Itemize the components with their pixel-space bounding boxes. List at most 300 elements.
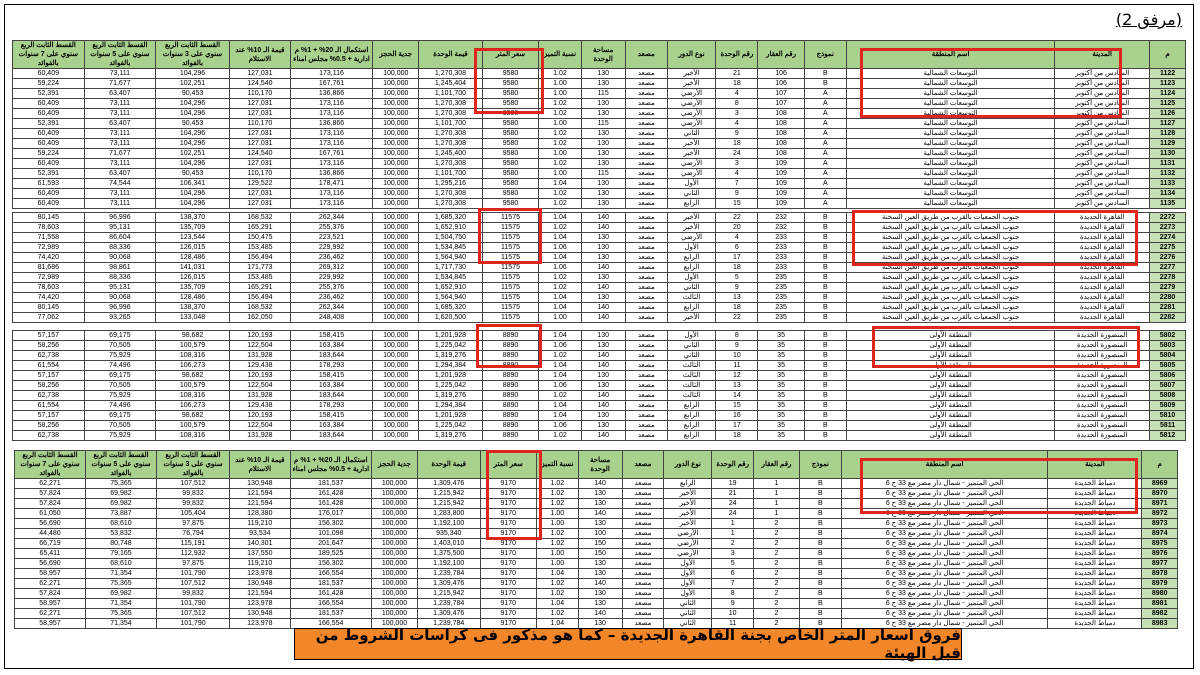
table-cell: 140 xyxy=(578,579,622,589)
table-cell: الأخير xyxy=(667,139,715,149)
table-cell: التوسعات الشمالية xyxy=(846,99,1054,109)
table-cell: 9170 xyxy=(480,529,536,539)
table-cell: 73,111 xyxy=(84,199,156,209)
table-cell: 178,293 xyxy=(290,401,372,411)
table-cell: الأخير xyxy=(667,149,715,159)
table-cell: 100,000 xyxy=(373,391,419,401)
table-cell: 60,409 xyxy=(13,109,85,119)
table-cell: 80,145 xyxy=(13,213,85,223)
table-cell: 2 xyxy=(754,529,800,539)
table-cell: 73,111 xyxy=(84,69,156,79)
table-cell: 69,175 xyxy=(84,411,156,421)
table-cell: 12 xyxy=(716,371,758,381)
table-cell: B xyxy=(799,569,841,579)
table-cell: 77,062 xyxy=(13,313,85,323)
table-cell: الأخير xyxy=(664,499,712,509)
table-cell: 69,982 xyxy=(85,489,156,499)
table-cell: مصعد xyxy=(625,159,667,169)
table-cell: 109 xyxy=(758,169,804,179)
table-cell: 1.04 xyxy=(539,303,581,313)
table-cell: 100,000 xyxy=(372,569,418,579)
column-header: القسط الثابت الربع سنوي على 5 سنوات بالفوائد xyxy=(84,41,156,69)
table-row xyxy=(13,401,1186,411)
table-cell: 24 xyxy=(712,509,754,519)
table-cell: A xyxy=(804,169,846,179)
table-cell: مصعد xyxy=(625,381,667,391)
table-cell: 8979 xyxy=(1142,579,1178,589)
table-cell: 1,201,928 xyxy=(419,371,482,381)
table-cell: 130,948 xyxy=(230,479,291,489)
table-cell: 35 xyxy=(758,421,804,431)
table-cell: 1,283,800 xyxy=(417,509,480,519)
table-cell: 6 xyxy=(716,243,758,253)
table-cell: 109 xyxy=(758,189,804,199)
table-cell: 9 xyxy=(716,129,758,139)
table-cell: 57,157 xyxy=(13,371,85,381)
table-cell: 235 xyxy=(758,283,804,293)
table-cell: 1,225,042 xyxy=(419,341,482,351)
table-cell: مصعد xyxy=(625,139,667,149)
table-cell: 1,192,100 xyxy=(417,519,480,529)
table-cell: 8983 xyxy=(1142,619,1178,629)
table-cell: 127,031 xyxy=(229,69,290,79)
table-cell: 1 xyxy=(754,479,800,489)
table-cell: B xyxy=(804,223,846,233)
table-cell: 8890 xyxy=(482,371,539,381)
table-cell: 100,579 xyxy=(156,381,230,391)
table-cell: 176,017 xyxy=(290,509,371,519)
table-cell: 9580 xyxy=(482,159,539,169)
table-cell: 100,000 xyxy=(373,223,419,233)
table-cell: مصعد xyxy=(625,391,667,401)
highlight-region-1 xyxy=(860,48,1122,118)
table-cell: 235 xyxy=(758,313,804,323)
table-cell: 9580 xyxy=(482,199,539,209)
table-cell: 1.02 xyxy=(536,489,578,499)
table-cell: المنطقة الأولى xyxy=(846,421,1054,431)
table-cell: 130 xyxy=(581,189,625,199)
table-cell: 138,370 xyxy=(156,303,230,313)
table-cell: 167,761 xyxy=(290,79,372,89)
table-cell: 100,000 xyxy=(373,361,419,371)
table-cell: B xyxy=(804,313,846,323)
table-cell: الأرضي xyxy=(667,99,715,109)
table-cell: 131,928 xyxy=(229,351,290,361)
table-cell: B xyxy=(804,341,846,351)
table-cell: 44,480 xyxy=(15,529,86,539)
table-cell: القاهرة الجديدة xyxy=(1055,243,1150,253)
table-cell: B xyxy=(804,371,846,381)
table-cell: 8 xyxy=(716,331,758,341)
table-cell: 1.02 xyxy=(539,391,581,401)
column-header: القسط الثابت الربع سنوي على 5 سنوات بالفوائد xyxy=(85,451,156,479)
table-cell: المنصورة الجديدة xyxy=(1055,411,1150,421)
table-cell: 127,031 xyxy=(229,159,290,169)
table-cell: 127,031 xyxy=(229,99,290,109)
table-cell: 16 xyxy=(716,411,758,421)
table-cell: 127,031 xyxy=(229,189,290,199)
table-cell: دمياط الجديدة xyxy=(1048,489,1142,499)
table-cell: 8890 xyxy=(482,381,539,391)
table-cell: 8975 xyxy=(1142,539,1178,549)
table-cell: 1,239,784 xyxy=(417,599,480,609)
table-cell: 2 xyxy=(712,539,754,549)
table-cell: الأخير xyxy=(667,79,715,89)
table-cell: 1.02 xyxy=(536,529,578,539)
table-cell: الأرضي xyxy=(667,119,715,129)
table-cell: 35 xyxy=(758,331,804,341)
column-header: مصعد xyxy=(625,41,667,69)
table-cell: 141,031 xyxy=(156,263,230,273)
table-cell: 1.02 xyxy=(536,589,578,599)
table-cell: 189,525 xyxy=(290,549,371,559)
table-cell: 8971 xyxy=(1142,499,1178,509)
column-header: رقم العقار xyxy=(758,41,804,69)
table-cell: 100,000 xyxy=(372,609,418,619)
table-cell: 1,201,928 xyxy=(419,331,482,341)
table-cell: 35 xyxy=(758,401,804,411)
table-cell: 11575 xyxy=(482,233,539,243)
table-row xyxy=(13,139,1186,149)
table-cell: B xyxy=(804,351,846,361)
table-cell: 9 xyxy=(716,189,758,199)
table-cell: 119,210 xyxy=(230,559,291,569)
table-cell: 93,265 xyxy=(84,313,156,323)
table-cell: 130,948 xyxy=(230,579,291,589)
table-cell: 106,273 xyxy=(156,401,230,411)
table-cell: B xyxy=(804,361,846,371)
column-header: اسم المنطقة xyxy=(841,451,1048,479)
table-cell: 100,000 xyxy=(372,619,418,629)
column-header: استكمال الـ 20% + 1% م ادارية + 0.5% مجلس امناء xyxy=(290,41,372,69)
table-cell: 9580 xyxy=(482,69,539,79)
table-cell: 1.04 xyxy=(539,253,581,263)
table-cell: 9170 xyxy=(480,509,536,519)
table-cell: 97,875 xyxy=(156,519,229,529)
table-cell: الثاني xyxy=(664,599,712,609)
table-cell: 75,365 xyxy=(85,479,156,489)
table-cell: مصعد xyxy=(625,351,667,361)
table-cell: 57,157 xyxy=(13,331,85,341)
table-cell: الرابع xyxy=(667,401,715,411)
column-header: رقم الوحدة xyxy=(712,451,754,479)
table-cell: 109 xyxy=(758,179,804,189)
table-cell: 1.04 xyxy=(539,361,581,371)
table-cell: القاهرة الجديدة xyxy=(1055,303,1150,313)
table-cell: A xyxy=(804,159,846,169)
table-cell: 1.04 xyxy=(539,179,581,189)
table-cell: 102,251 xyxy=(156,79,230,89)
table-cell: 136,866 xyxy=(290,89,372,99)
table-cell: التوسعات الشمالية xyxy=(846,79,1054,89)
table-cell: 69,982 xyxy=(85,499,156,509)
table-row xyxy=(15,609,1178,619)
table-cell: مصعد xyxy=(625,283,667,293)
table-cell: السادس من أكتوبر xyxy=(1055,79,1150,89)
table-cell: 72,989 xyxy=(13,243,85,253)
table-cell: 100,000 xyxy=(372,499,418,509)
table-cell: مصعد xyxy=(625,223,667,233)
table-cell: 127,031 xyxy=(229,199,290,209)
table-cell: 60,409 xyxy=(13,189,85,199)
table-cell: المنصورة الجديدة xyxy=(1055,391,1150,401)
table-cell: 18 xyxy=(716,263,758,273)
table-cell: الأول xyxy=(667,273,715,283)
table-cell: 122,504 xyxy=(229,381,290,391)
table-row xyxy=(13,293,1186,303)
table-cell: 104,296 xyxy=(156,189,230,199)
table-cell: 165,291 xyxy=(229,283,290,293)
table-cell: 1,270,308 xyxy=(419,139,482,149)
table-cell: 1134 xyxy=(1150,189,1186,199)
table-cell: 130 xyxy=(578,499,622,509)
table-cell: 153,485 xyxy=(229,243,290,253)
table-row xyxy=(15,579,1178,589)
table-cell: 11575 xyxy=(482,223,539,233)
table-cell: 2 xyxy=(754,609,800,619)
table-cell: السادس من أكتوبر xyxy=(1055,189,1150,199)
table-cell: 1,685,320 xyxy=(419,303,482,313)
table-cell: 1.04 xyxy=(539,401,581,411)
table-cell: 1,270,308 xyxy=(419,159,482,169)
table-cell: 74,544 xyxy=(84,179,156,189)
table-cell: 110,170 xyxy=(229,119,290,129)
table-cell: 71,354 xyxy=(85,599,156,609)
table-cell: B xyxy=(804,233,846,243)
table-cell: 71,354 xyxy=(85,569,156,579)
table-cell: 108,316 xyxy=(156,431,230,441)
column-header: القسط الثابت الربع سنوي على 3 سنوات بالفوائد xyxy=(156,41,230,69)
table-cell: B xyxy=(804,273,846,283)
table-cell: 1132 xyxy=(1150,169,1186,179)
table-cell: B xyxy=(799,609,841,619)
table-cell: 35 xyxy=(758,381,804,391)
table-cell: 62,738 xyxy=(13,391,85,401)
table-cell: 108,316 xyxy=(156,391,230,401)
table-cell: 57,824 xyxy=(15,499,86,509)
table-cell: السادس من أكتوبر xyxy=(1055,99,1150,109)
table-cell: 8976 xyxy=(1142,549,1178,559)
table-cell: 140 xyxy=(581,361,625,371)
table-cell: 8974 xyxy=(1142,529,1178,539)
table-cell: 61,593 xyxy=(13,179,85,189)
table-cell: 2 xyxy=(754,519,800,529)
column-header: نوع الدور xyxy=(664,451,712,479)
table-cell: B xyxy=(804,69,846,79)
table-cell: 1,620,500 xyxy=(419,313,482,323)
table-cell: 1.02 xyxy=(539,109,581,119)
table-cell: 5811 xyxy=(1150,421,1186,431)
table-cell: 140 xyxy=(578,479,622,489)
table-cell: 183,644 xyxy=(290,431,372,441)
table-row xyxy=(13,303,1186,313)
table-cell: 269,312 xyxy=(290,263,372,273)
table-cell: السادس من أكتوبر xyxy=(1055,139,1150,149)
table-cell: المنطقة الأولى xyxy=(846,351,1054,361)
table-cell: 100,000 xyxy=(372,509,418,519)
table-cell: 2280 xyxy=(1150,293,1186,303)
table-cell: 90,068 xyxy=(84,293,156,303)
table-cell: 1,239,784 xyxy=(417,619,480,629)
table-cell: 262,344 xyxy=(290,303,372,313)
table-cell: 1135 xyxy=(1150,199,1186,209)
table-cell: 100,000 xyxy=(373,233,419,243)
table-cell: 1.02 xyxy=(539,99,581,109)
table-cell: الأول xyxy=(664,559,712,569)
table-cell: 59,224 xyxy=(13,79,85,89)
table-cell: 1128 xyxy=(1150,129,1186,139)
table-cell: 1.04 xyxy=(539,331,581,341)
table-cell: A xyxy=(804,109,846,119)
table-cell: 8890 xyxy=(482,421,539,431)
table-cell: القاهرة الجديدة xyxy=(1055,273,1150,283)
table-cell: 1125 xyxy=(1150,99,1186,109)
table-cell: القاهرة الجديدة xyxy=(1055,233,1150,243)
table-cell: 130 xyxy=(581,381,625,391)
table-cell: 1.00 xyxy=(539,313,581,323)
table-cell: 58,957 xyxy=(15,619,86,629)
table-cell: 1.00 xyxy=(539,79,581,89)
table-cell: الرابع xyxy=(667,253,715,263)
table-cell: 127,031 xyxy=(229,109,290,119)
table-cell: السادس من أكتوبر xyxy=(1055,109,1150,119)
table-cell: 100,000 xyxy=(373,79,419,89)
table-cell: 70,505 xyxy=(84,421,156,431)
table-cell: 60,409 xyxy=(13,99,85,109)
table-cell: جنوب الجمعيات بالقرب من طريق العين السخنة xyxy=(846,303,1054,313)
table-cell: الأخير xyxy=(667,223,715,233)
table-cell: 100,000 xyxy=(373,421,419,431)
table-cell: B xyxy=(799,579,841,589)
table-cell: دمياط الجديدة xyxy=(1048,539,1142,549)
table-cell: مصعد xyxy=(622,589,664,599)
table-cell: 1.04 xyxy=(539,293,581,303)
table-cell: 35 xyxy=(758,431,804,441)
table-cell: 60,409 xyxy=(13,199,85,209)
table-cell: 123,544 xyxy=(156,233,230,243)
table-cell: 181,537 xyxy=(290,579,371,589)
table-cell: التوسعات الشمالية xyxy=(846,89,1054,99)
table-cell: 4 xyxy=(716,89,758,99)
table-cell: 935,340 xyxy=(417,529,480,539)
table-cell: مصعد xyxy=(622,499,664,509)
table-cell: الثاني xyxy=(664,609,712,619)
table-cell: 166,554 xyxy=(290,569,371,579)
table-cell: 1.02 xyxy=(539,129,581,139)
table-cell: جنوب الجمعيات بالقرب من طريق العين السخنة xyxy=(846,313,1054,323)
table-cell: 8890 xyxy=(482,391,539,401)
table-cell: 75,929 xyxy=(84,391,156,401)
table-cell: 181,537 xyxy=(290,479,371,489)
table-cell: مصعد xyxy=(625,431,667,441)
table-cell: 1,309,476 xyxy=(417,579,480,589)
table-cell: الأول xyxy=(664,569,712,579)
table-row xyxy=(13,199,1186,209)
table-cell: 168,532 xyxy=(229,303,290,313)
table-cell: 109 xyxy=(758,199,804,209)
table-cell: 11575 xyxy=(482,243,539,253)
table-cell: 1.00 xyxy=(536,509,578,519)
table-cell: 9580 xyxy=(482,179,539,189)
table-cell: المنصورة الجديدة xyxy=(1055,341,1150,351)
table-cell: 9170 xyxy=(480,549,536,559)
table-cell: 1.02 xyxy=(539,199,581,209)
table-cell: مصعد xyxy=(625,79,667,89)
table-cell: 9170 xyxy=(480,569,536,579)
table-cell: 35 xyxy=(758,361,804,371)
table-cell: 105,404 xyxy=(156,509,229,519)
table-cell: 2276 xyxy=(1150,253,1186,263)
table-cell: B xyxy=(804,243,846,253)
table-cell: 110,170 xyxy=(229,169,290,179)
table-cell: 171,773 xyxy=(229,263,290,273)
table-cell: 71,354 xyxy=(85,619,156,629)
table-cell: B xyxy=(804,431,846,441)
table-cell: التوسعات الشمالية xyxy=(846,119,1054,129)
table-row xyxy=(15,599,1178,609)
column-header: رقم العقار xyxy=(754,451,800,479)
column-header: القسط الثابت الربع سنوي على 7 سنوات بالفوائد xyxy=(13,41,85,69)
column-header: جدية الحجز xyxy=(373,41,419,69)
highlight-price-1 xyxy=(474,48,544,114)
table-cell: 4 xyxy=(716,233,758,243)
table-cell: 1.02 xyxy=(539,351,581,361)
table-cell: 135,709 xyxy=(156,283,230,293)
table-cell: 73,111 xyxy=(84,159,156,169)
table-cell: 126,015 xyxy=(156,243,230,253)
table-cell: 61,050 xyxy=(15,509,86,519)
table-cell: مصعد xyxy=(625,213,667,223)
table-cell: 106,341 xyxy=(156,179,230,189)
table-cell: 1.00 xyxy=(539,119,581,129)
table-cell: 100,000 xyxy=(373,431,419,441)
attachment-label: (مرفق 2) xyxy=(1115,10,1182,29)
column-header: القسط الثابت الربع سنوي على 3 سنوات بالفوائد xyxy=(156,451,229,479)
table-cell: دمياط الجديدة xyxy=(1048,549,1142,559)
table-cell: السادس من أكتوبر xyxy=(1055,169,1150,179)
table-cell: 109 xyxy=(758,159,804,169)
table-cell: B xyxy=(804,381,846,391)
table-cell: التوسعات الشمالية xyxy=(846,109,1054,119)
table-row xyxy=(13,391,1186,401)
column-header: سعر المتر xyxy=(482,41,539,69)
table-cell: 10 xyxy=(716,351,758,361)
table-cell: مصعد xyxy=(625,109,667,119)
table-cell: 69,982 xyxy=(85,589,156,599)
table-cell: 1,270,308 xyxy=(419,199,482,209)
table-cell: 75,929 xyxy=(84,431,156,441)
table-cell: 1.04 xyxy=(536,619,578,629)
table-cell: 115 xyxy=(581,119,625,129)
table-cell: 71,558 xyxy=(13,233,85,243)
table-cell: 166,554 xyxy=(290,599,371,609)
table-cell: دمياط الجديدة xyxy=(1048,559,1142,569)
table-cell: 104,296 xyxy=(156,129,230,139)
table-cell: مصعد xyxy=(622,569,664,579)
table-row xyxy=(15,529,1178,539)
table-cell: 21 xyxy=(716,69,758,79)
table-cell: 130 xyxy=(578,519,622,529)
table-cell: الثالث xyxy=(667,381,715,391)
table-cell: 183,644 xyxy=(290,391,372,401)
table-cell: 140 xyxy=(581,263,625,273)
table-cell: الأول xyxy=(667,331,715,341)
table-cell: 1.06 xyxy=(539,421,581,431)
table-cell: 1,534,845 xyxy=(419,243,482,253)
column-header: م xyxy=(1142,451,1178,479)
table-cell: 100,000 xyxy=(372,589,418,599)
table-cell: مصعد xyxy=(625,119,667,129)
